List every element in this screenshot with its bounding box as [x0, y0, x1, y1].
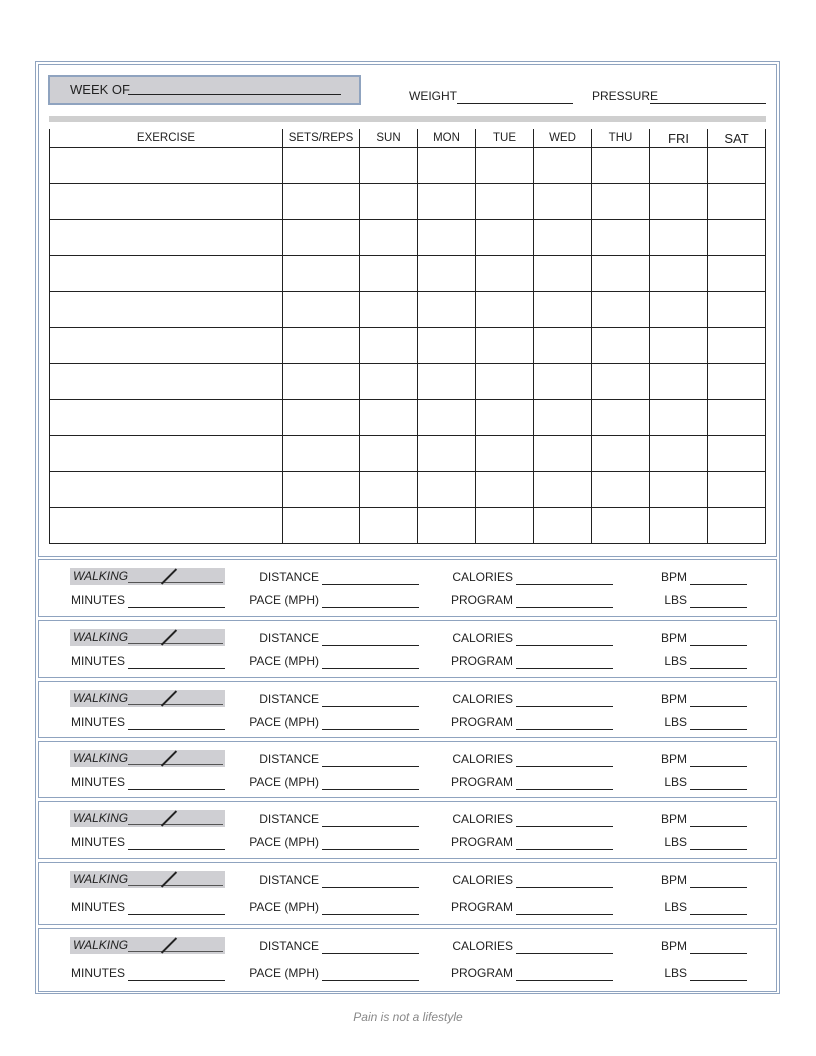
weight-label: WEIGHT [409, 89, 457, 103]
table-cell[interactable] [650, 184, 708, 220]
walking-field[interactable] [70, 810, 225, 827]
table-cell[interactable] [418, 184, 476, 220]
walking-label: WALKING [73, 569, 129, 583]
table-cell[interactable] [360, 472, 418, 508]
table-cell[interactable] [50, 256, 283, 292]
program-field[interactable] [516, 849, 613, 850]
minutes-field[interactable] [128, 849, 225, 850]
weight-field[interactable] [457, 103, 573, 104]
column-header-thu: THU [592, 129, 650, 148]
table-cell[interactable] [418, 436, 476, 472]
table-cell[interactable] [650, 400, 708, 436]
minutes-field[interactable] [128, 729, 225, 730]
table-cell[interactable] [283, 220, 360, 256]
table-cell[interactable] [650, 256, 708, 292]
table-cell[interactable] [360, 400, 418, 436]
cardio-section [38, 741, 777, 798]
bpm-label: BPM [660, 873, 687, 887]
table-cell[interactable] [476, 364, 534, 400]
column-header-sets-reps: SETS/REPS [283, 129, 360, 148]
table-cell[interactable] [592, 472, 650, 508]
bpm-field[interactable] [690, 766, 747, 767]
table-cell[interactable] [283, 508, 360, 544]
table-cell[interactable] [592, 436, 650, 472]
table-cell[interactable] [418, 508, 476, 544]
table-cell[interactable] [708, 436, 766, 472]
table-cell[interactable] [650, 328, 708, 364]
column-header-wed: WED [534, 129, 592, 148]
distance-label: DISTANCE [259, 873, 319, 887]
distance-field[interactable] [322, 953, 419, 954]
table-cell[interactable] [360, 508, 418, 544]
bpm-label: BPM [660, 631, 687, 645]
table-cell[interactable] [418, 472, 476, 508]
table-cell[interactable] [360, 328, 418, 364]
table-cell[interactable] [592, 364, 650, 400]
column-header-tue: TUE [476, 129, 534, 148]
week-of-label: WEEK OF [70, 82, 130, 97]
column-header-fri: FRI [650, 129, 708, 148]
calories-field[interactable] [516, 584, 613, 585]
minutes-field[interactable] [128, 607, 225, 608]
table-cell[interactable] [592, 184, 650, 220]
walking-label: WALKING [73, 691, 129, 705]
program-label: PROGRAM [450, 775, 513, 789]
bpm-field[interactable] [690, 887, 747, 888]
distance-label: DISTANCE [259, 939, 319, 953]
minutes-label: MINUTES [71, 654, 125, 668]
walking-entry-line [128, 824, 223, 825]
table-cell[interactable] [476, 400, 534, 436]
pace-label: PACE (MPH) [249, 715, 319, 729]
pace-field[interactable] [322, 914, 419, 915]
table-row [50, 508, 766, 544]
distance-field[interactable] [322, 645, 419, 646]
table-cell[interactable] [476, 508, 534, 544]
table-cell[interactable] [476, 220, 534, 256]
lbs-field[interactable] [690, 789, 747, 790]
minutes-label: MINUTES [71, 593, 125, 607]
week-of-field[interactable] [128, 94, 341, 95]
table-cell[interactable] [418, 148, 476, 184]
program-label: PROGRAM [450, 900, 513, 914]
table-cell[interactable] [708, 328, 766, 364]
table-cell[interactable] [476, 436, 534, 472]
table-cell[interactable] [534, 364, 592, 400]
minutes-field[interactable] [128, 789, 225, 790]
calories-label: CALORIES [452, 631, 513, 645]
table-cell[interactable] [50, 472, 283, 508]
table-row [50, 472, 766, 508]
pace-label: PACE (MPH) [249, 775, 319, 789]
cardio-section [38, 681, 777, 738]
program-field[interactable] [516, 789, 613, 790]
table-row [50, 148, 766, 184]
lbs-label: LBS [664, 593, 687, 607]
table-cell[interactable] [592, 148, 650, 184]
lbs-field[interactable] [690, 729, 747, 730]
table-cell[interactable] [360, 436, 418, 472]
column-header-mon: MON [418, 129, 476, 148]
table-cell[interactable] [418, 400, 476, 436]
bpm-field[interactable] [690, 953, 747, 954]
table-cell[interactable] [534, 148, 592, 184]
pace-label: PACE (MPH) [249, 900, 319, 914]
cardio-section [38, 928, 777, 992]
cardio-section [38, 801, 777, 859]
program-field[interactable] [516, 914, 613, 915]
minutes-field[interactable] [128, 668, 225, 669]
column-header-exercise: EXERCISE [50, 129, 283, 148]
table-row [50, 256, 766, 292]
walking-label: WALKING [73, 938, 129, 952]
minutes-label: MINUTES [71, 966, 125, 980]
table-row [50, 292, 766, 328]
bpm-field[interactable] [690, 706, 747, 707]
table-cell[interactable] [592, 328, 650, 364]
lbs-field[interactable] [690, 849, 747, 850]
header-divider [49, 116, 766, 122]
table-cell[interactable] [283, 256, 360, 292]
table-header-row [50, 129, 766, 148]
lbs-field[interactable] [690, 607, 747, 608]
distance-field[interactable] [322, 584, 419, 585]
table-cell[interactable] [50, 292, 283, 328]
minutes-field[interactable] [128, 980, 225, 981]
table-cell[interactable] [50, 508, 283, 544]
lbs-label: LBS [664, 900, 687, 914]
table-cell[interactable] [534, 400, 592, 436]
table-cell[interactable] [283, 400, 360, 436]
walking-label: WALKING [73, 630, 129, 644]
pace-field[interactable] [322, 668, 419, 669]
table-cell[interactable] [592, 256, 650, 292]
program-field[interactable] [516, 668, 613, 669]
pace-field[interactable] [322, 607, 419, 608]
walking-field[interactable] [70, 690, 225, 707]
table-cell[interactable] [592, 292, 650, 328]
walking-entry-line [128, 704, 223, 705]
walking-label: WALKING [73, 872, 129, 886]
calories-field[interactable] [516, 645, 613, 646]
table-cell[interactable] [708, 220, 766, 256]
table-cell[interactable] [418, 256, 476, 292]
table-cell[interactable] [50, 148, 283, 184]
bpm-field[interactable] [690, 584, 747, 585]
walking-entry-line [128, 764, 223, 765]
table-cell[interactable] [476, 328, 534, 364]
table-cell[interactable] [50, 220, 283, 256]
pace-field[interactable] [322, 980, 419, 981]
pace-label: PACE (MPH) [249, 835, 319, 849]
table-cell[interactable] [650, 220, 708, 256]
calories-field[interactable] [516, 706, 613, 707]
calories-field[interactable] [516, 826, 613, 827]
table-cell[interactable] [476, 148, 534, 184]
pace-field[interactable] [322, 789, 419, 790]
table-row [50, 220, 766, 256]
lbs-field[interactable] [690, 914, 747, 915]
distance-label: DISTANCE [259, 570, 319, 584]
table-cell[interactable] [283, 472, 360, 508]
table-cell[interactable] [708, 184, 766, 220]
table-cell[interactable] [592, 508, 650, 544]
table-cell[interactable] [708, 292, 766, 328]
minutes-field[interactable] [128, 914, 225, 915]
walking-field[interactable] [70, 871, 225, 888]
week-of-box [48, 75, 361, 105]
lbs-field[interactable] [690, 980, 747, 981]
distance-label: DISTANCE [259, 692, 319, 706]
bpm-label: BPM [660, 939, 687, 953]
lbs-label: LBS [664, 966, 687, 980]
lbs-label: LBS [664, 715, 687, 729]
pace-field[interactable] [322, 729, 419, 730]
program-field[interactable] [516, 607, 613, 608]
bpm-label: BPM [660, 752, 687, 766]
pace-field[interactable] [322, 849, 419, 850]
walking-field[interactable] [70, 568, 225, 585]
calories-label: CALORIES [452, 939, 513, 953]
table-cell[interactable] [418, 328, 476, 364]
program-field[interactable] [516, 980, 613, 981]
table-cell[interactable] [476, 256, 534, 292]
table-cell[interactable] [418, 292, 476, 328]
distance-field[interactable] [322, 706, 419, 707]
table-cell[interactable] [360, 256, 418, 292]
bpm-label: BPM [660, 812, 687, 826]
table-cell[interactable] [650, 364, 708, 400]
program-label: PROGRAM [450, 654, 513, 668]
table-cell[interactable] [650, 436, 708, 472]
table-row [50, 400, 766, 436]
table-row [50, 436, 766, 472]
table-cell[interactable] [283, 364, 360, 400]
walking-entry-line [128, 951, 223, 952]
table-cell[interactable] [708, 400, 766, 436]
table-cell[interactable] [50, 328, 283, 364]
bpm-label: BPM [660, 692, 687, 706]
walking-entry-line [128, 582, 223, 583]
pressure-label: PRESSURE [592, 89, 659, 103]
lbs-label: LBS [664, 775, 687, 789]
table-cell[interactable] [650, 508, 708, 544]
walking-field[interactable] [70, 629, 225, 646]
minutes-label: MINUTES [71, 715, 125, 729]
distance-field[interactable] [322, 826, 419, 827]
table-cell[interactable] [360, 364, 418, 400]
lbs-label: LBS [664, 835, 687, 849]
table-cell[interactable] [650, 472, 708, 508]
minutes-label: MINUTES [71, 835, 125, 849]
bpm-label: BPM [660, 570, 687, 584]
table-cell[interactable] [283, 328, 360, 364]
minutes-label: MINUTES [71, 775, 125, 789]
distance-field[interactable] [322, 766, 419, 767]
calories-label: CALORIES [452, 692, 513, 706]
column-header-sat: SAT [708, 129, 766, 148]
pace-label: PACE (MPH) [249, 966, 319, 980]
program-label: PROGRAM [450, 966, 513, 980]
calories-label: CALORIES [452, 812, 513, 826]
footer-tagline: Pain is not a lifestyle [353, 1010, 463, 1024]
table-cell[interactable] [360, 148, 418, 184]
table-cell[interactable] [534, 184, 592, 220]
table-cell[interactable] [418, 364, 476, 400]
table-cell[interactable] [708, 256, 766, 292]
walking-entry-line [128, 885, 223, 886]
program-label: PROGRAM [450, 715, 513, 729]
table-cell[interactable] [708, 148, 766, 184]
table-cell[interactable] [534, 328, 592, 364]
pressure-field[interactable] [650, 103, 766, 104]
calories-field[interactable] [516, 887, 613, 888]
calories-field[interactable] [516, 766, 613, 767]
table-cell[interactable] [534, 508, 592, 544]
bpm-field[interactable] [690, 645, 747, 646]
table-row [50, 328, 766, 364]
table-cell[interactable] [360, 220, 418, 256]
distance-label: DISTANCE [259, 752, 319, 766]
table-cell[interactable] [360, 292, 418, 328]
table-cell[interactable] [418, 220, 476, 256]
table-cell[interactable] [283, 436, 360, 472]
table-cell[interactable] [50, 364, 283, 400]
table-cell[interactable] [283, 184, 360, 220]
pace-label: PACE (MPH) [249, 654, 319, 668]
walking-label: WALKING [73, 751, 129, 765]
calories-label: CALORIES [452, 752, 513, 766]
walking-field[interactable] [70, 937, 225, 954]
table-cell[interactable] [476, 292, 534, 328]
table-cell[interactable] [592, 220, 650, 256]
distance-label: DISTANCE [259, 812, 319, 826]
table-cell[interactable] [360, 184, 418, 220]
program-label: PROGRAM [450, 835, 513, 849]
exercise-log-table [49, 129, 766, 544]
table-cell[interactable] [50, 436, 283, 472]
distance-field[interactable] [322, 887, 419, 888]
table-cell[interactable] [708, 508, 766, 544]
walking-field[interactable] [70, 750, 225, 767]
table-cell[interactable] [534, 220, 592, 256]
program-field[interactable] [516, 729, 613, 730]
table-cell[interactable] [50, 184, 283, 220]
bpm-field[interactable] [690, 826, 747, 827]
program-label: PROGRAM [450, 593, 513, 607]
lbs-label: LBS [664, 654, 687, 668]
table-cell[interactable] [534, 472, 592, 508]
minutes-label: MINUTES [71, 900, 125, 914]
walking-label: WALKING [73, 811, 129, 825]
table-cell[interactable] [592, 400, 650, 436]
table-cell[interactable] [476, 472, 534, 508]
pace-label: PACE (MPH) [249, 593, 319, 607]
table-cell[interactable] [50, 400, 283, 436]
table-cell[interactable] [708, 364, 766, 400]
table-cell[interactable] [476, 184, 534, 220]
cardio-section [38, 862, 777, 925]
distance-label: DISTANCE [259, 631, 319, 645]
table-cell[interactable] [283, 292, 360, 328]
table-cell[interactable] [650, 292, 708, 328]
table-row [50, 184, 766, 220]
cardio-section [38, 559, 777, 617]
lbs-field[interactable] [690, 668, 747, 669]
calories-label: CALORIES [452, 873, 513, 887]
table-cell[interactable] [283, 148, 360, 184]
table-cell[interactable] [708, 472, 766, 508]
cardio-section [38, 620, 777, 678]
table-cell[interactable] [534, 436, 592, 472]
table-row [50, 364, 766, 400]
calories-field[interactable] [516, 953, 613, 954]
column-header-sun: SUN [360, 129, 418, 148]
table-cell[interactable] [534, 256, 592, 292]
table-cell[interactable] [650, 148, 708, 184]
walking-entry-line [128, 643, 223, 644]
table-cell[interactable] [534, 292, 592, 328]
calories-label: CALORIES [452, 570, 513, 584]
